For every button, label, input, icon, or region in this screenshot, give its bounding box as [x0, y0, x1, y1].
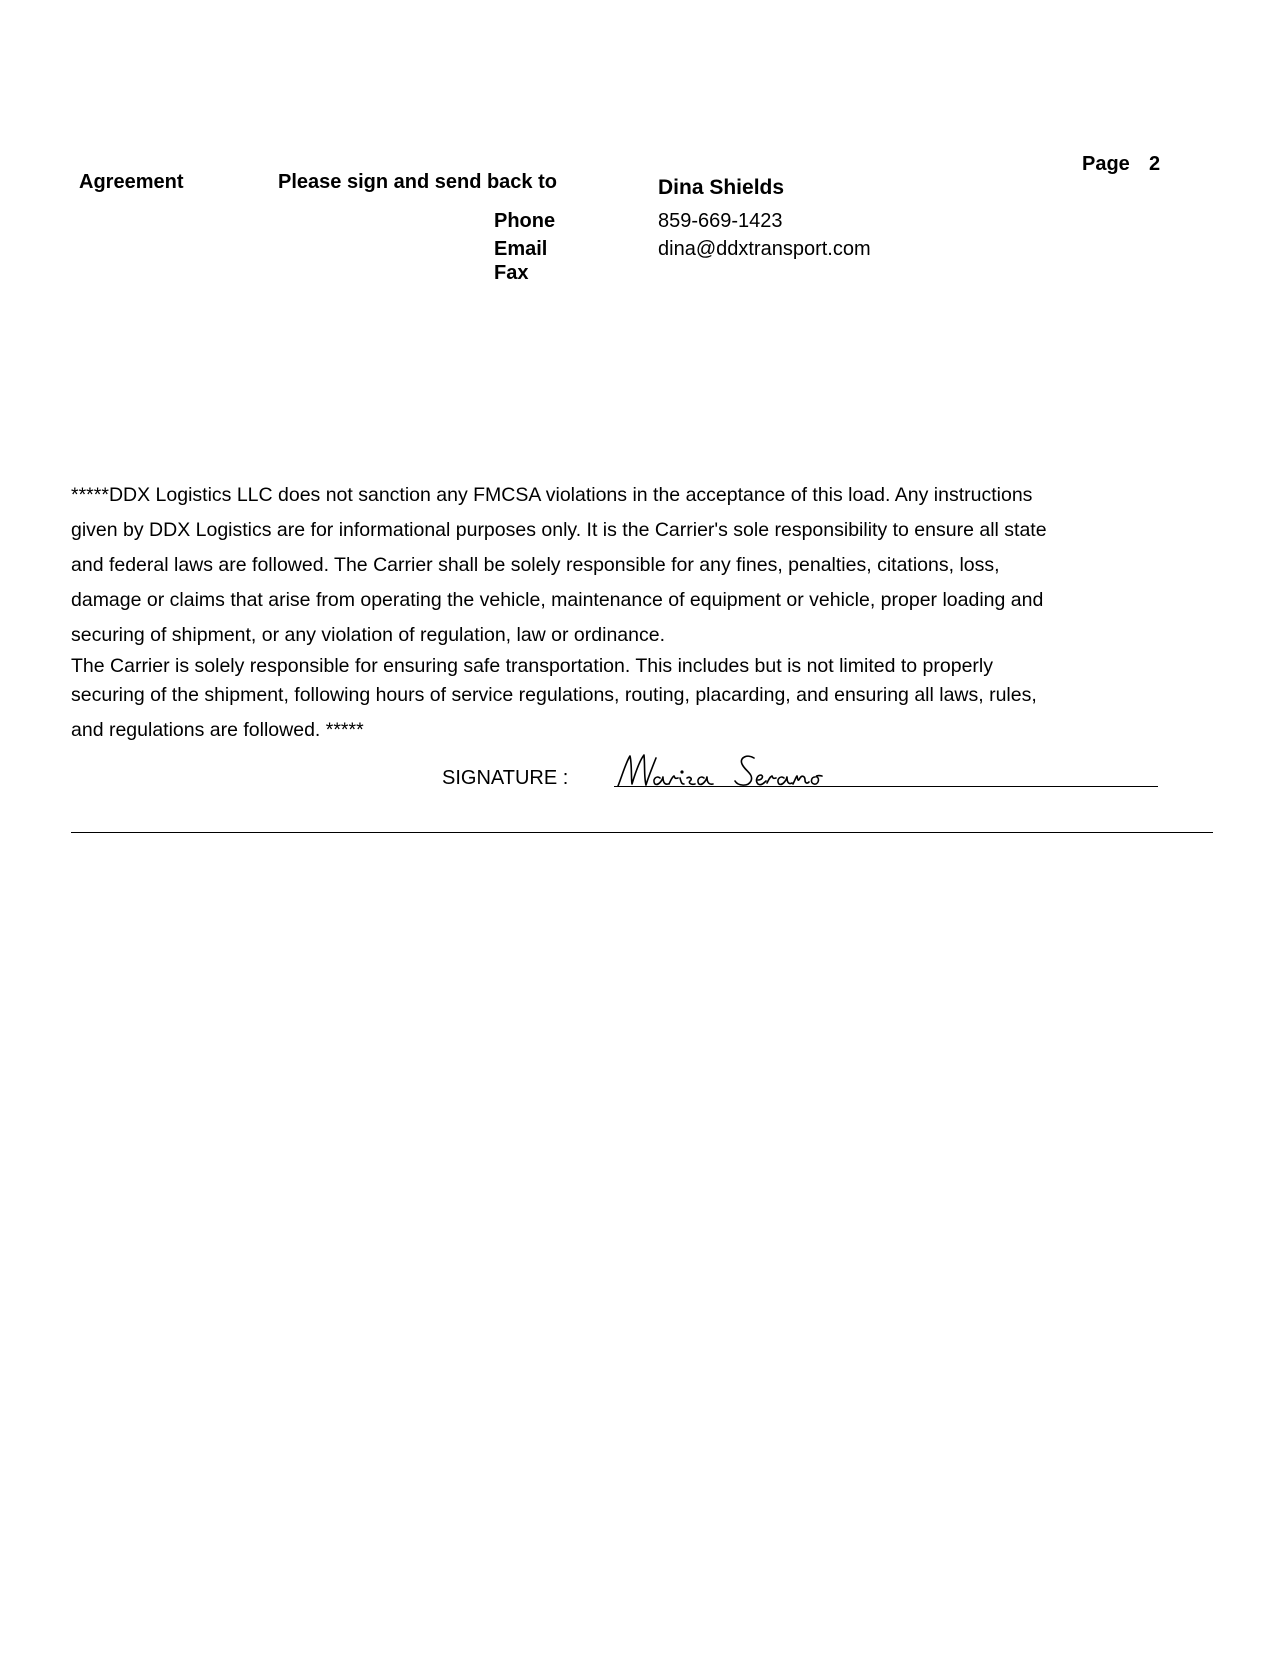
disclaimer-line: and regulations are followed. ***** — [71, 719, 364, 741]
signature-label: SIGNATURE : — [442, 767, 569, 789]
disclaimer-line: securing of the shipment, following hours of service regulations, routing, placarding, and ensuring all laws, rules, — [71, 684, 1037, 706]
disclaimer-line: and federal laws are followed. The Carrier shall be solely responsible for any fines, penalties, citations, loss, — [71, 554, 1000, 576]
fax-label: Fax — [494, 262, 529, 284]
disclaimer-line: securing of shipment, or any violation of regulation, law or ordinance. — [71, 624, 665, 646]
disclaimer-line: given by DDX Logistics are for informational purposes only. It is the Carrier's sole responsibility to ensure all state — [71, 519, 1047, 541]
phone-label: Phone — [494, 210, 556, 232]
phone-value: 859-669-1423 — [658, 210, 783, 232]
contact-name: Dina Shields — [658, 176, 785, 199]
agreement-heading: Agreement — [79, 171, 184, 193]
email-value: dina@ddxtransport.com — [658, 238, 871, 260]
horizontal-rule — [71, 832, 1213, 833]
disclaimer-line: The Carrier is solely responsible for ensuring safe transportation. This includes but is not limited to properly — [71, 655, 993, 677]
disclaimer-line: *****DDX Logistics LLC does not sanction any FMCSA violations in the acceptance of this load. Any instructions — [71, 484, 1033, 506]
send-back-heading: Please sign and send back to — [278, 171, 557, 193]
handwritten-signature — [612, 748, 862, 790]
disclaimer-line: damage or claims that arise from operating the vehicle, maintenance of equipment or vehicle, proper loading and — [71, 589, 1044, 611]
signature-line — [614, 786, 1158, 787]
page-number: 2 — [1149, 153, 1161, 175]
page-label: Page — [1082, 153, 1130, 175]
email-label: Email — [494, 238, 548, 260]
